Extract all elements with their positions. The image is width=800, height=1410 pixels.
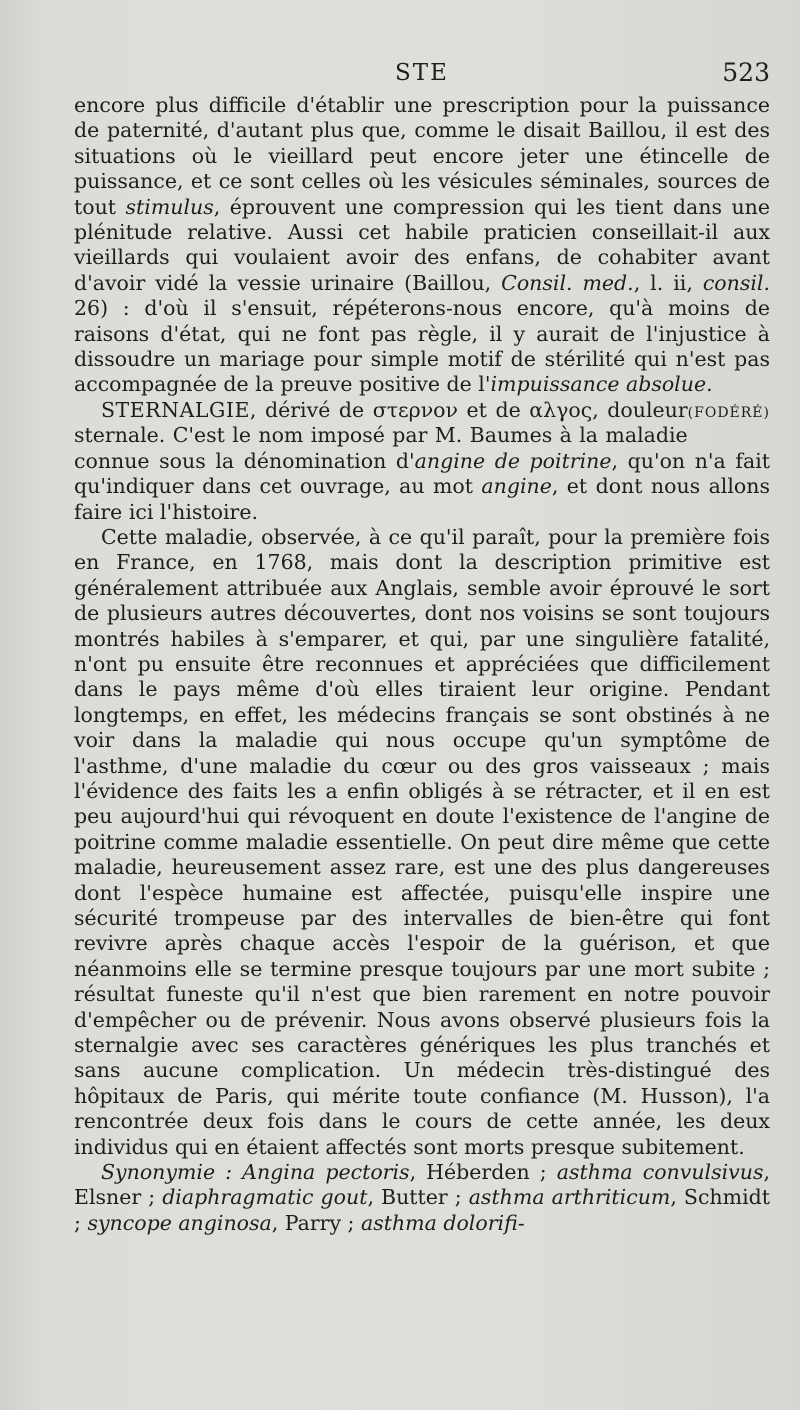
text-run: , qu'on n'a fait qu'indiquer dans cet ouvrage, au mot [74, 448, 770, 499]
text-run: , éprouvent une compression qui les tient dans une plénitude relative. Aussi cet habile praticien conseillait-il aux vieillards qui voulaient avoir des enfans, de cohabiter avant d'avoir vidé la vessie urinaire (Baillou, [74, 194, 770, 295]
italic-term: asthma arthriticum [468, 1185, 671, 1210]
page-header [74, 58, 770, 92]
entry-headword: STERNALGIE [101, 397, 250, 422]
text-run: , Parry ; [271, 1210, 361, 1235]
italic-term: diaphragmatic gout [162, 1185, 368, 1210]
text-run: , l. ii, [633, 270, 703, 295]
body-text [74, 93, 770, 1236]
text-run: , Elsner ; [74, 1160, 770, 1210]
paragraph-synonymy [74, 1160, 770, 1236]
text-run: , Schmidt ; [74, 1185, 770, 1235]
text-run: , Butter ; [367, 1185, 469, 1210]
text-run: , et dont nous allons faire ici l'histoire. [74, 474, 770, 524]
italic-term: impuissance absolue. [490, 372, 713, 397]
italic-term: asthma dolorifi- [360, 1210, 525, 1235]
text-run: , Héberden ; [409, 1160, 557, 1185]
italic-citation: consil. [702, 270, 770, 295]
italic-term: Synonymie : Angina pectoris [101, 1160, 410, 1185]
running-head: STE [395, 60, 449, 86]
italic-term: angine [481, 474, 552, 499]
text-run: 26) : d'où il s'ensuit, répéterons-nous encore, qu'à moins de raisons d'état, qui ne font pas règle, il y aurait de l'injustice à dissoudre un mariage pour simple motif de stérilité qui n'est pas accompagnée de la preuve positive de l' [74, 296, 770, 397]
italic-term: asthma convulsivus [556, 1160, 764, 1185]
page-number: 523 [722, 58, 770, 87]
italic-term: stimulus [125, 194, 214, 219]
text-run: , dérivé de στερνον et de αλγος, douleur sternale. C'est le nom imposé par M. Baumes à la maladie connue sous la dénomination d' [74, 397, 688, 473]
italic-citation: Consil. med. [501, 270, 634, 295]
author-signature: (FODÉRÉ) [687, 404, 770, 421]
italic-term: angine de poitrine [414, 448, 612, 473]
entry-sternalgie [74, 398, 770, 525]
italic-term: syncope anginosa [87, 1210, 272, 1235]
paragraph-history: Cette maladie, observée, à ce qu'il paraît, pour la première fois en France, en 1768, mais dont la description primitive est généralement attribuée aux Anglais, semble avoir éprouvé le sort de plusieurs autres découvertes, dont nos voisins se sont toujours montrés habiles à s'emparer, et qui, par une singulière fatalité, n'ont pu ensuite être reconnues et appréciées que difficilement dans le pays même d'où elles tiraient leur origine. Pendant longtemps, en effet, les médecins français se sont obstinés à ne voir dans la maladie qui nous occupe qu'un symptôme de l'asthme, d'une maladie du cœur ou des gros vaisseaux ; mais l'évidence des faits les a enfin obligés à se rétracter, et il en est peu aujourd'hui qui révoquent en doute l'existence de l'angine de poitrine comme maladie essentielle. On peut dire même que cette maladie, heureusement assez rare, est une des plus dangereuses dont l'espèce humaine est affectée, puisqu'elle inspire une sécurité trompeuse par des intervalles de bien-être qui font revivre après chaque accès l'espoir de la guérison, et que néanmoins elle se termine presque toujours par une mort subite ; résultat funeste qu'il n'est que bien rarement en notre pouvoir d'empêcher ou de prévenir. Nous avons observé plusieurs fois la sternalgie avec ses caractères génériques les plus tranchés et sans aucune complication. Un médecin très-distingué des hôpitaux de Paris, qui mérite toute confiance (M. Husson), l'a rencontrée deux fois dans le cours de cette année, les deux individus qui en étaient affectés sont morts presque subitement. [74, 524, 770, 1159]
text-run: encore plus difficile d'établir une prescription pour la puissance de paternité, d'autant plus que, comme le disait Baillou, il est des situations où le vieillard peut encore jeter une étincelle de puissance, et ce sont celles où les vésicules séminales, sources de tout [74, 93, 770, 219]
